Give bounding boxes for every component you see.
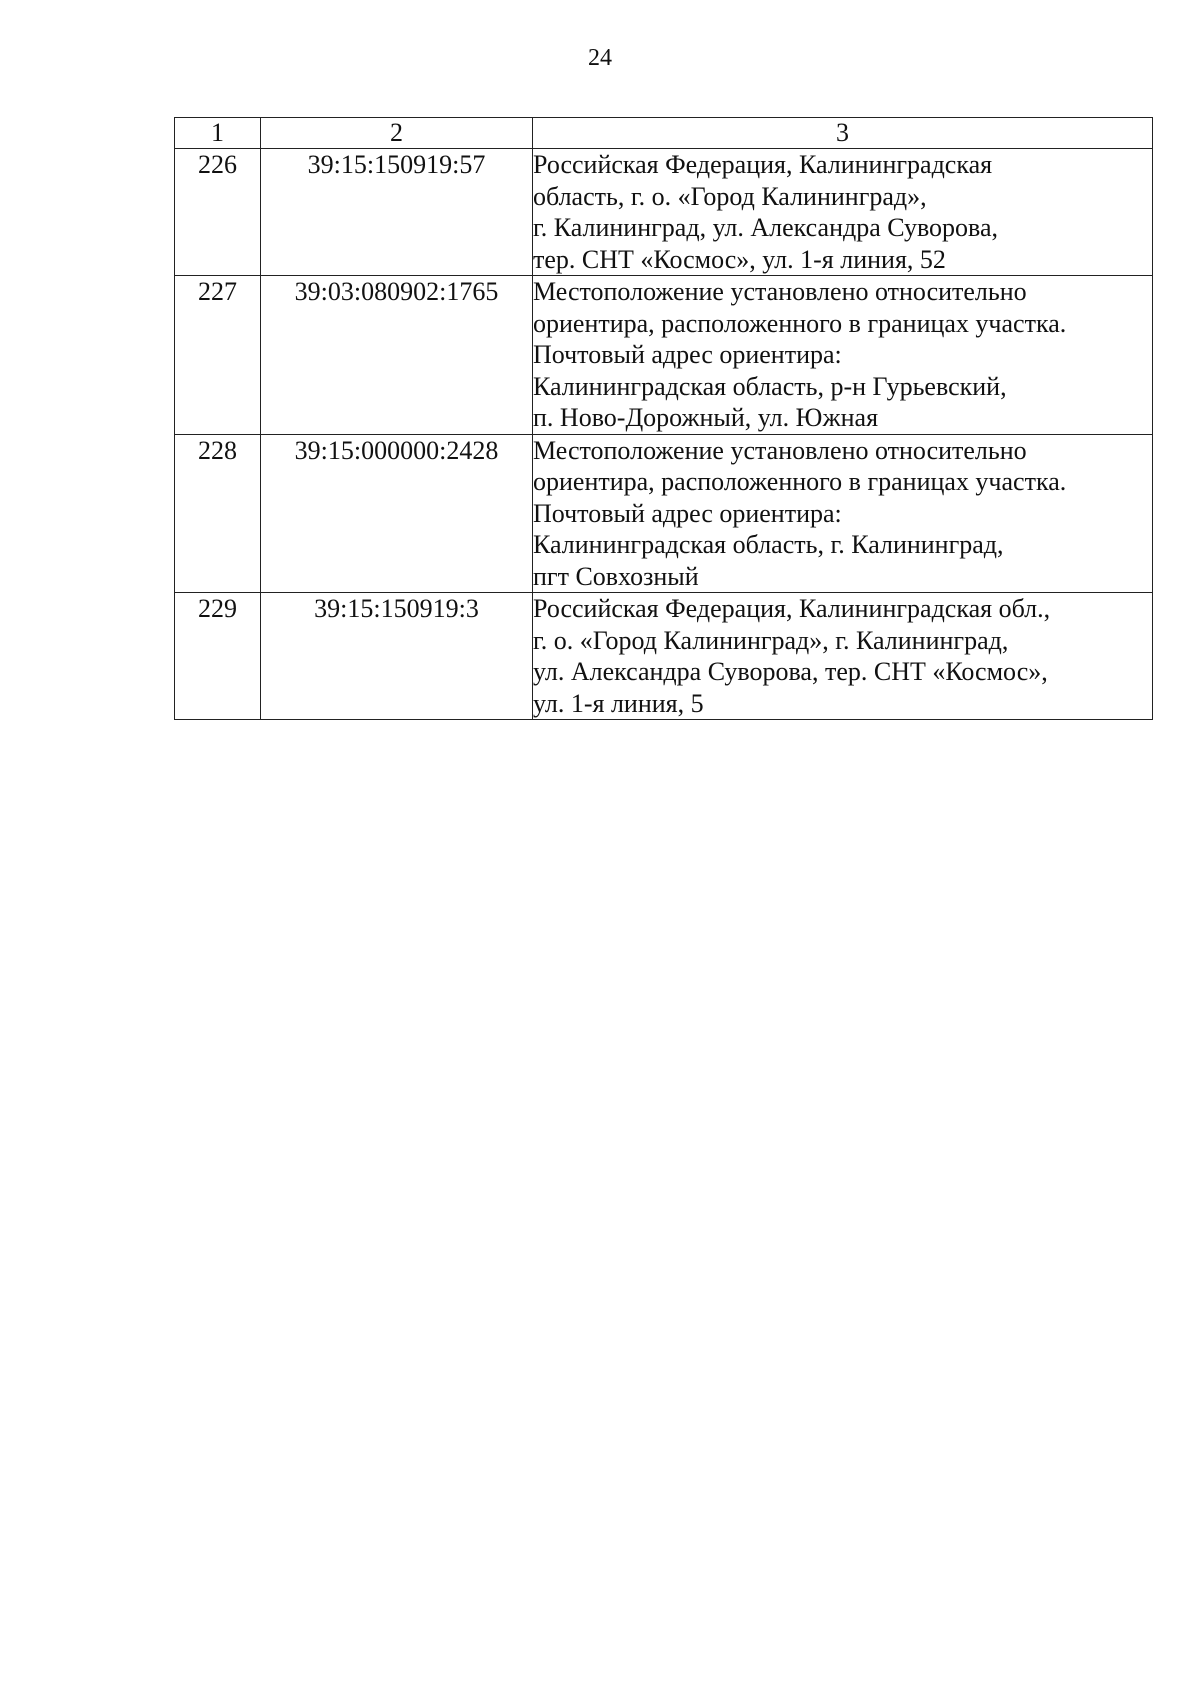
header-col-3: 3: [533, 118, 1153, 149]
cadastral-number: 39:15:150919:3: [261, 593, 533, 720]
address-line: ориентира, расположенного в границах участка.: [533, 467, 1067, 496]
page-number: 24: [588, 45, 612, 71]
address-cell: [533, 593, 1153, 720]
address-line: тер. СНТ «Космос», ул. 1-я линия, 52: [533, 244, 946, 274]
address-line: п. Ново-Дорожный, ул. Южная: [533, 403, 879, 432]
address-cell: [533, 149, 1153, 276]
header-col-2: 2: [261, 118, 533, 149]
address-line: г. о. «Город Калининград», г. Калининград,: [533, 625, 1009, 655]
row-number: 228: [175, 434, 261, 593]
table-row: [175, 276, 1153, 435]
address-line: г. Калининград, ул. Александра Суворова,: [533, 213, 999, 242]
address-line: область, г. о. «Город Калининград»,: [533, 181, 927, 211]
address-line: Местоположение установлено относительно: [533, 277, 1027, 306]
address-line: Калининградская область, г. Калининград,: [533, 530, 1004, 559]
header-col-1: 1: [175, 118, 261, 149]
table-row: [175, 593, 1153, 720]
row-number: 229: [175, 593, 261, 720]
address-line: Почтовый адрес ориентира:: [533, 340, 842, 369]
address-line: пгт Совхозный: [533, 561, 699, 591]
cadastral-number: 39:15:000000:2428: [261, 434, 533, 593]
table-row: [175, 149, 1153, 276]
row-number: 227: [175, 276, 261, 435]
address-cell: [533, 276, 1153, 435]
address-line: Российская Федерация, Калининградская обл.,: [533, 594, 1051, 623]
row-number: 226: [175, 149, 261, 276]
address-cell: [533, 434, 1153, 593]
table-header-row: [175, 118, 1153, 149]
address-line: Почтовый адрес ориентира:: [533, 498, 842, 528]
land-plot-table: [174, 117, 1153, 720]
address-line: Калининградская область, р-н Гурьевский,: [533, 371, 1007, 401]
cadastral-number: 39:03:080902:1765: [261, 276, 533, 435]
address-line: ул. Александра Суворова, тер. СНТ «Космос»,: [533, 657, 1048, 686]
cadastral-number: 39:15:150919:57: [261, 149, 533, 276]
address-line: Российская Федерация, Калининградская: [533, 150, 993, 179]
table-row: [175, 434, 1153, 593]
address-line: Местоположение установлено относительно: [533, 435, 1027, 465]
address-line: ориентира, расположенного в границах участка.: [533, 308, 1067, 338]
address-line: ул. 1-я линия, 5: [533, 688, 704, 718]
